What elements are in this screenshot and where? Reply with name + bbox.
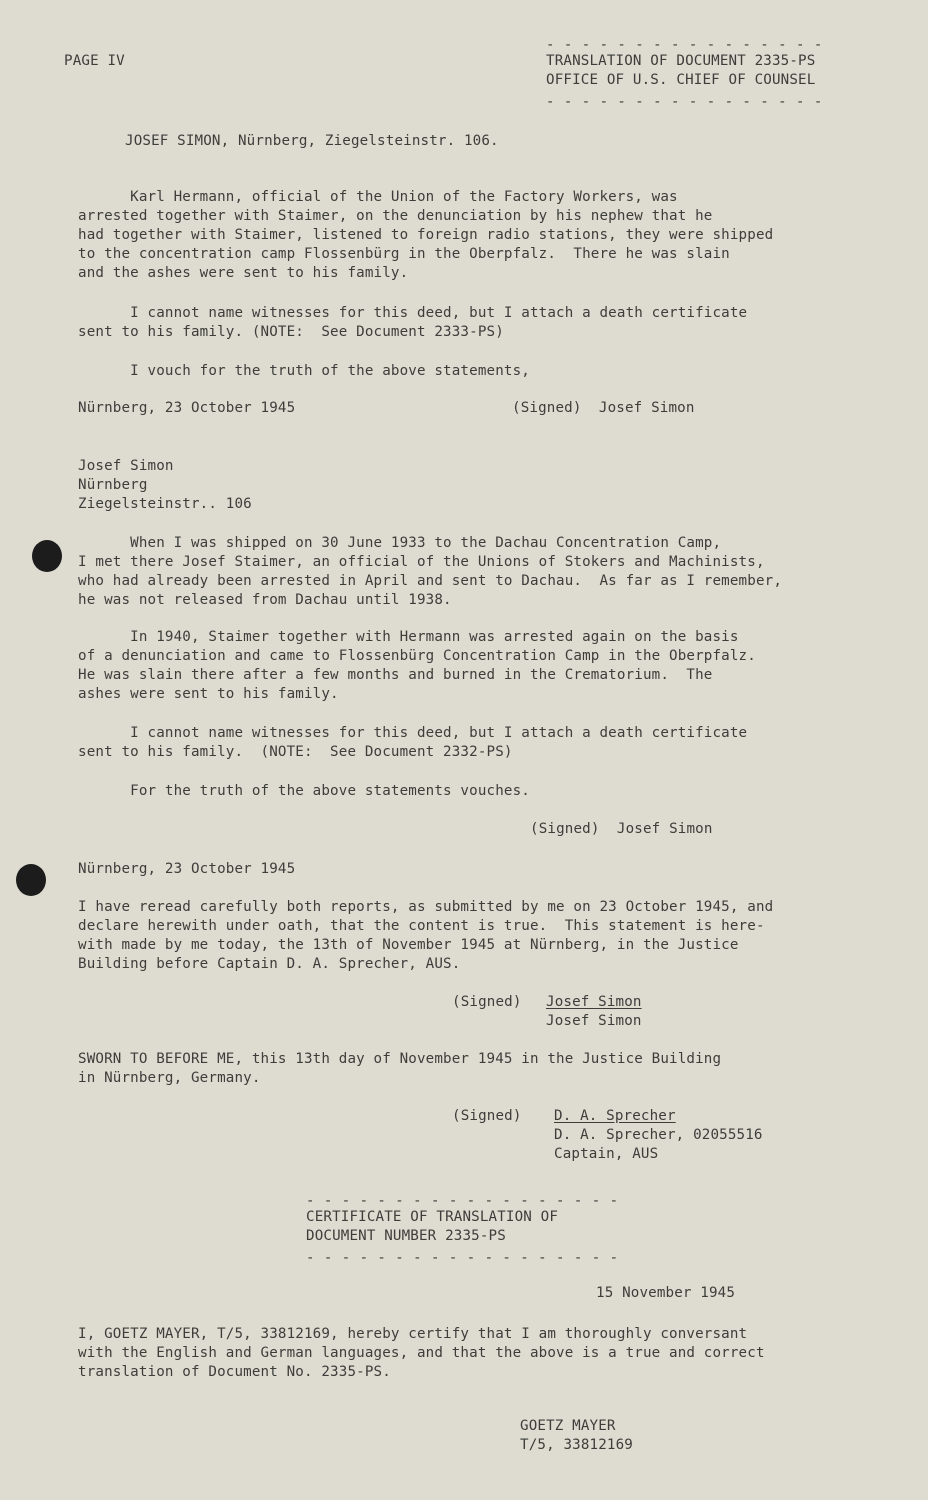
certificate-dash-top: - - - - - - - - - - - - - - - - - - [306, 1193, 619, 1209]
paragraph-line: with made by me today, the 13th of November 1945 at Nürnberg, in the Justice [78, 937, 739, 953]
typed-name: Josef Simon [546, 1013, 642, 1029]
signature: Josef Simon [546, 994, 642, 1010]
header-office: OFFICE OF U.S. CHIEF OF COUNSEL [546, 72, 816, 88]
paragraph-line: sent to his family. (NOTE: See Document 2333-PS) [78, 324, 504, 340]
paragraph-line: I, GOETZ MAYER, T/5, 33812169, hereby certify that I am thoroughly conversant [78, 1326, 748, 1342]
header-dash-top: - - - - - - - - - - - - - - - - [546, 37, 823, 53]
paragraph-line: He was slain there after a few months and burned in the Crematorium. The [78, 667, 713, 683]
address-street: Ziegelsteinstr.. 106 [78, 496, 252, 512]
paragraph-line: to the concentration camp Flossenbürg in the Oberpfalz. There he was slain [78, 246, 730, 262]
signature: D. A. Sprecher [554, 1108, 676, 1124]
paragraph-line: I have reread carefully both reports, as submitted by me on 23 October 1945, and [78, 899, 774, 915]
paragraph-line: For the truth of the above statements vouches. [78, 783, 530, 799]
signed-label: (Signed) [452, 994, 522, 1010]
paragraph-line: In 1940, Staimer together with Hermann was arrested again on the basis [78, 629, 739, 645]
paragraph-line: of a denunciation and came to Flossenbürg Concentration Camp in the Oberpfalz. [78, 648, 756, 664]
paragraph-line: Karl Hermann, official of the Union of the Factory Workers, was [78, 189, 678, 205]
place-date: Nürnberg, 23 October 1945 [78, 400, 296, 416]
translator-name: GOETZ MAYER [520, 1418, 616, 1434]
paragraph-line: When I was shipped on 30 June 1933 to the Dachau Concentration Camp, [78, 535, 722, 551]
paragraph-line: sent to his family. (NOTE: See Document 2332-PS) [78, 744, 513, 760]
punch-hole-top [32, 540, 62, 572]
paragraph-line: I cannot name witnesses for this deed, but I attach a death certificate [78, 725, 748, 741]
place-date: Nürnberg, 23 October 1945 [78, 861, 296, 877]
paragraph-line: in Nürnberg, Germany. [78, 1070, 261, 1086]
paragraph-line: he was not released from Dachau until 1938. [78, 592, 452, 608]
signed-label: (Signed) [452, 1108, 522, 1124]
officer-name-serial: D. A. Sprecher, 02055516 [554, 1127, 763, 1143]
paragraph-line: ashes were sent to his family. [78, 686, 339, 702]
paragraph-line: with the English and German languages, and that the above is a true and correct [78, 1345, 765, 1361]
address-name: Josef Simon [78, 458, 174, 474]
certificate-dash-bottom: - - - - - - - - - - - - - - - - - - [306, 1250, 619, 1266]
translator-id: T/5, 33812169 [520, 1437, 633, 1453]
paragraph-line: I met there Josef Staimer, an official of the Unions of Stokers and Machinists, [78, 554, 765, 570]
paragraph-line: who had already been arrested in April and sent to Dachau. As far as I remember, [78, 573, 783, 589]
paragraph-line: I vouch for the truth of the above statements, [78, 363, 530, 379]
paragraph-line: Building before Captain D. A. Sprecher, AUS. [78, 956, 461, 972]
header-document-title: TRANSLATION OF DOCUMENT 2335-PS [546, 53, 816, 69]
punch-hole-bottom [16, 864, 46, 896]
page-label: PAGE IV [64, 53, 125, 69]
certificate-date: 15 November 1945 [596, 1285, 736, 1301]
address-city: Nürnberg [78, 477, 148, 493]
certificate-document-number: DOCUMENT NUMBER 2335-PS [306, 1228, 506, 1244]
signed-line: (Signed) Josef Simon [530, 821, 713, 837]
paragraph-line: had together with Staimer, listened to foreign radio stations, they were shipped [78, 227, 774, 243]
paragraph-line: declare herewith under oath, that the content is true. This statement is here- [78, 918, 765, 934]
paragraph-line: SWORN TO BEFORE ME, this 13th day of November 1945 in the Justice Building [78, 1051, 722, 1067]
paragraph-line: translation of Document No. 2335-PS. [78, 1364, 391, 1380]
certificate-title: CERTIFICATE OF TRANSLATION OF [306, 1209, 559, 1225]
signed-line: (Signed) Josef Simon [512, 400, 695, 416]
paragraph-line: I cannot name witnesses for this deed, but I attach a death certificate [78, 305, 748, 321]
paragraph-line: arrested together with Staimer, on the denunciation by his nephew that he [78, 208, 713, 224]
header-dash-bottom: - - - - - - - - - - - - - - - - [546, 94, 823, 110]
document-heading: JOSEF SIMON, Nürnberg, Ziegelsteinstr. 106. [125, 133, 499, 149]
paragraph-line: and the ashes were sent to his family. [78, 265, 409, 281]
officer-rank: Captain, AUS [554, 1146, 659, 1162]
